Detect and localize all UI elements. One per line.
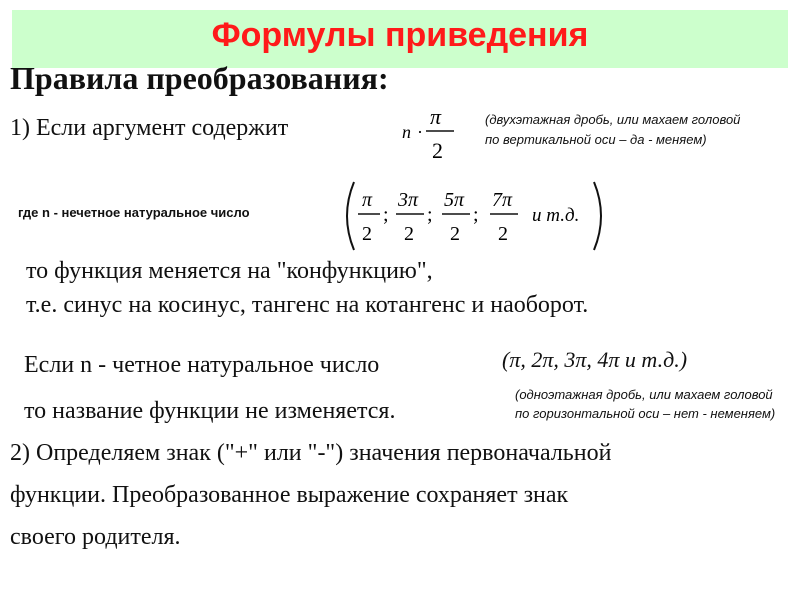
fraction-2-den: 2 <box>404 223 414 245</box>
separator-2: ; <box>427 204 433 226</box>
formula-n-pi-over-2 <box>390 98 470 168</box>
fraction-3-den: 2 <box>450 223 460 245</box>
even-number-label: Если n - четное натуральное число <box>24 352 380 378</box>
odd-number-label: где n - нечетное натуральное число <box>18 205 250 220</box>
fraction-3-num: 5π <box>444 189 465 211</box>
left-paren <box>347 182 354 250</box>
right-paren <box>594 182 601 250</box>
fraction-3 <box>442 189 479 245</box>
fraction-2 <box>396 189 433 245</box>
fraction-4-den: 2 <box>498 223 508 245</box>
rule2-line-2: функции. Преобразованное выражение сохраняет знак <box>10 482 569 508</box>
note-line-2: по вертикальной оси – да - меняем) <box>485 132 707 147</box>
then-line-1: то функция меняется на "конфункцию", <box>26 258 433 284</box>
fraction-4 <box>490 189 518 245</box>
then-line-2: т.е. синус на косинус, тангенс на котангенс и наоборот. <box>26 292 589 318</box>
fraction-1-den: 2 <box>362 223 372 245</box>
rule2-line-3: своего родителя. <box>10 524 181 550</box>
etc-label: и т.д. <box>532 205 580 226</box>
section-heading: Правила преобразования: <box>10 60 389 96</box>
formula-den: 2 <box>432 138 443 163</box>
fraction-1 <box>358 189 389 245</box>
fraction-4-num: 7π <box>492 189 513 211</box>
separator-1: ; <box>383 204 389 226</box>
note-line-1: (двухэтажная дробь, или махаем головой <box>485 112 741 127</box>
separator-3: ; <box>473 204 479 226</box>
note-line-4: по горизонтальной оси – нет - неменяем) <box>515 406 776 421</box>
formula-dot: · <box>417 122 423 142</box>
rule1-text: 1) Если аргумент содержит <box>10 115 289 141</box>
even-then-line: то название функции не изменяется. <box>24 398 396 424</box>
page-title: Формулы приведения <box>211 16 589 54</box>
even-multiples-set: (π, 2π, 3π, 4π и т.д.) <box>502 347 688 372</box>
fraction-2-num: 3π <box>398 189 419 211</box>
note-line-3: (одноэтажная дробь, или махаем головой <box>515 387 773 402</box>
rule2-line-1: 2) Определяем знак ("+" или "-") значения первоначальной <box>10 440 612 466</box>
formula-pi: π <box>430 104 442 129</box>
fraction-1-num: π <box>362 189 373 211</box>
odd-multiples-set <box>338 176 618 256</box>
formula-n: n <box>402 122 411 142</box>
